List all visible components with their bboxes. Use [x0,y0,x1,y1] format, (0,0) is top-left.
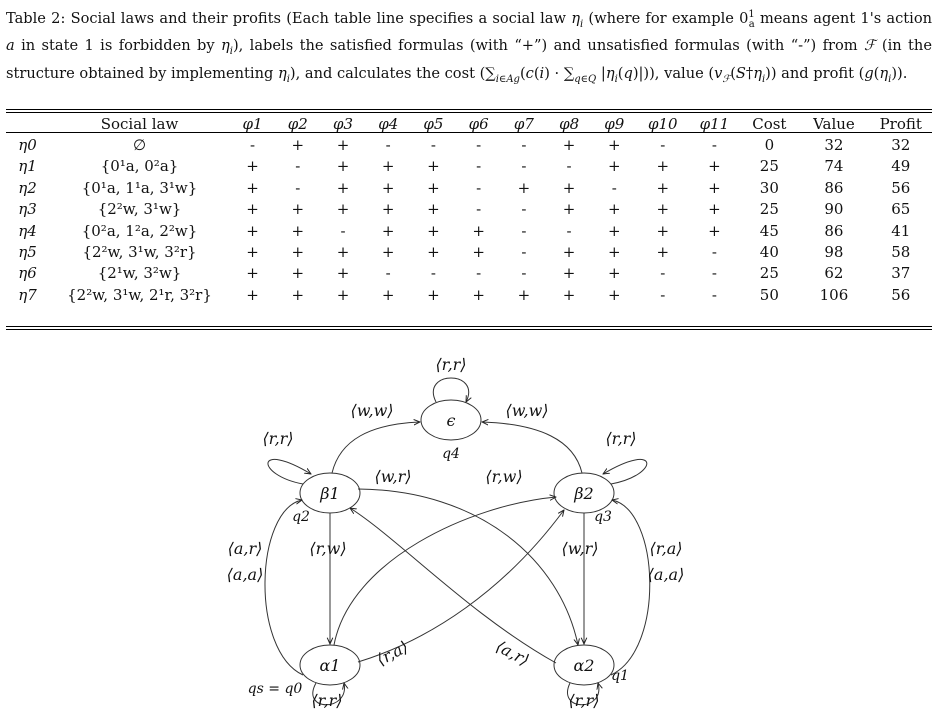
table-header-cell: Value [813,114,855,133]
row-mark: - [295,157,301,176]
row-mark: + [381,285,395,304]
edge-alpha2-beta2 [611,500,650,675]
row-value: 98 [824,243,844,262]
row-mark: - [566,157,572,176]
table-header-cell: φ5 [423,114,444,133]
edge-a1-b1-label-1: ⟨a,r⟩ [227,539,263,558]
row-mark: - [566,221,572,240]
edge-a2-b2-label-1: ⟨r,a⟩ [649,539,683,558]
row-value: 90 [824,200,844,219]
table-header-cell: φ4 [378,114,399,133]
row-mark: + [291,264,305,283]
row-id: η5 [18,243,37,262]
row-mark: + [336,157,350,176]
row-mark: + [708,200,721,219]
row-mark: - [660,136,666,155]
row-mark: + [517,178,531,197]
row-mark: + [336,136,350,155]
row-mark: + [562,264,576,283]
table-header-cell: φ2 [287,114,308,133]
table-header-cell: φ10 [647,114,678,133]
row-mark: - [521,136,527,155]
edge-b2-eps-label: ⟨w,w⟩ [505,401,549,420]
row-mark: + [472,285,485,304]
row-mark: + [336,264,350,283]
row-mark: - [521,157,527,176]
row-mark: + [517,285,531,304]
node-beta1-label: β1 [320,484,340,503]
row-mark: + [708,157,721,176]
row-cost: 30 [759,178,779,197]
table-header-cell: Cost [752,114,787,133]
row-mark: + [246,221,259,240]
row-mark: + [336,178,350,197]
row-mark: + [291,136,305,155]
row-profit: 56 [891,178,911,197]
row-mark: - [476,157,482,176]
row-mark: + [608,157,621,176]
row-mark: + [656,200,670,219]
row-mark: - [476,264,482,283]
row-id: η3 [18,200,37,219]
row-cost: 45 [759,221,779,240]
state-q1: q1 [611,668,629,684]
selfloop-epsilon [433,378,468,402]
row-mark: - [385,264,391,283]
edge-a1-b1-label-2: ⟨a,a⟩ [226,565,264,584]
row-mark: + [246,178,259,197]
edge-a2-b2-label-2: ⟨a,a⟩ [647,565,685,584]
row-mark: - [430,136,436,155]
row-social-law: {2²w, 3¹w} [97,200,182,219]
edge-beta1-alpha2 [358,489,578,645]
row-social-law: {2¹w, 3²w} [97,264,182,283]
row-mark: - [660,285,666,304]
state-q3: q3 [594,509,612,525]
row-mark: - [660,264,666,283]
row-value: 32 [824,136,844,155]
node-epsilon-label: ϵ [446,411,456,430]
row-mark: + [562,285,576,304]
row-value: 62 [824,264,844,283]
row-mark: - [385,136,391,155]
selfloop-alpha2-label: ⟨r,r⟩ [568,691,600,710]
row-value: 74 [824,157,844,176]
row-mark: + [708,221,721,240]
row-mark: - [521,200,527,219]
row-id: η1 [18,157,37,176]
row-mark: - [711,243,717,262]
edge-beta1-epsilon [332,422,420,473]
row-profit: 49 [891,157,911,176]
row-id: η4 [18,221,37,240]
edge-b1-eps-label: ⟨w,w⟩ [350,401,394,420]
row-mark: - [521,221,527,240]
row-cost: 40 [759,243,779,262]
selfloop-beta2 [603,459,647,484]
selfloop-epsilon-label: ⟨r,r⟩ [435,355,467,374]
row-mark: + [381,221,395,240]
row-profit: 41 [891,221,911,240]
row-mark: + [656,178,670,197]
edge-b1-a2-label: ⟨w,r⟩ [374,467,412,486]
row-mark: + [381,243,395,262]
row-id: η0 [18,136,37,155]
row-mark: + [381,157,395,176]
row-mark: + [381,178,395,197]
table-header-cell: φ7 [513,114,534,133]
row-cost: 25 [759,264,779,283]
row-mark: + [562,200,576,219]
row-mark: + [608,221,621,240]
node-alpha1-label: α1 [319,656,341,675]
row-id: η6 [18,264,37,283]
row-social-law: {0¹a, 0²a} [100,157,179,176]
row-value: 86 [824,178,844,197]
row-value: 86 [824,221,844,240]
row-mark: + [608,243,621,262]
row-social-law: {2²w, 3¹w, 2¹r, 3²r} [67,285,212,304]
selfloop-beta2-label: ⟨r,r⟩ [605,429,637,448]
row-mark: + [472,243,485,262]
row-mark: + [427,243,440,262]
row-mark: + [656,221,670,240]
row-value: 106 [819,285,849,304]
row-mark: + [608,200,621,219]
row-mark: + [708,178,721,197]
row-mark: - [521,264,527,283]
table-header-cell: φ8 [559,114,580,133]
edge-alpha1-beta2 [334,497,556,645]
table-header-cell: Profit [879,114,922,133]
row-mark: + [562,136,576,155]
row-mark: - [611,178,617,197]
row-id: η2 [18,178,37,197]
row-mark: + [336,285,350,304]
node-beta2-label: β2 [574,484,594,503]
row-mark: + [246,243,259,262]
row-mark: + [656,243,670,262]
edge-beta2-epsilon [482,422,582,473]
table-header-cell: φ6 [468,114,489,133]
row-social-law: {2²w, 3¹w, 3²r} [82,243,197,262]
row-id: η7 [18,285,37,304]
edge-alpha1-beta1 [265,500,303,675]
row-profit: 56 [891,285,911,304]
row-profit: 37 [891,264,911,283]
node-alpha2-label: α2 [573,656,595,675]
row-mark: + [608,285,621,304]
table-header-cell: φ9 [604,114,625,133]
row-mark: + [656,157,670,176]
edge-alpha2-beta1 [350,508,556,663]
row-mark: - [340,221,346,240]
row-mark: + [608,264,621,283]
row-mark: - [250,136,256,155]
row-mark: + [608,136,621,155]
row-mark: + [427,200,440,219]
row-mark: + [427,221,440,240]
table-header-cell: φ3 [332,114,354,133]
row-mark: + [472,221,485,240]
table-caption: Table 2: Social laws and their profits (Each table line specifies a social law $\eta_i$ (where for example $0^1_a$ means agent 1's action a in state 1 is forbidden by $\eta_i$), labels the satisfied formulas (with “+”) and unsatisfied formulas (with “-”) from ℱ (in the structure obtained by implementing $\eta_i$), and calculates the cost ($\sum_{i\in Ag}(c(i) \cdot \sum_{q\in Q}$ $|\eta_i(q)|$)), value $(v_ℱ(S\dagger\eta_i))$ and profit $(g(\eta_i))$. [6,9,933,85]
row-profit: 65 [891,200,911,219]
edge-a2-a1-label: ⟨r,a⟩ [373,637,412,670]
row-cost: 50 [759,285,779,304]
row-mark: - [430,264,436,283]
row-mark: + [336,243,350,262]
selfloop-beta1-label: ⟨r,r⟩ [262,429,294,448]
state-q4: q4 [442,446,460,462]
row-mark: + [427,178,440,197]
row-social-law: ∅ [132,136,147,155]
row-mark: + [246,200,259,219]
state-q2: q2 [292,509,310,525]
row-mark: - [295,178,301,197]
row-cost: 0 [764,136,775,155]
row-mark: + [246,264,259,283]
row-mark: + [427,285,440,304]
row-social-law: {0¹a, 1¹a, 3¹w} [81,178,198,197]
row-mark: - [711,264,717,283]
row-mark: - [521,243,527,262]
row-mark: - [711,136,717,155]
row-mark: + [427,157,440,176]
row-mark: + [381,200,395,219]
row-mark: + [291,200,305,219]
row-cost: 25 [759,200,779,219]
row-mark: + [562,178,576,197]
row-mark: - [711,285,717,304]
row-profit: 32 [891,136,911,155]
edge-alpha1-beta1-cross [358,510,564,662]
table-header-cell: φ11 [699,114,730,133]
edge-b2-b1-label: ⟨a,r⟩ [492,636,533,670]
row-mark: + [246,157,259,176]
row-mark: + [562,243,576,262]
row-mark: - [476,136,482,155]
row-mark: + [291,243,305,262]
row-mark: - [476,200,482,219]
row-profit: 58 [891,243,911,262]
row-mark: + [336,200,350,219]
row-mark: + [246,285,259,304]
selfloop-alpha1-label: ⟨r,r⟩ [311,691,343,710]
edge-b2-a2-label: ⟨w,r⟩ [561,539,599,558]
row-mark: + [291,285,305,304]
table-header-cell: Social law [100,114,179,133]
table-header-cell: φ1 [242,114,263,133]
row-mark: - [476,178,482,197]
row-cost: 25 [759,157,779,176]
row-social-law: {0²a, 1²a, 2²w} [81,221,198,240]
row-mark: + [291,221,305,240]
edge-b1-a1-label: ⟨r,w⟩ [309,539,347,558]
state-q0: qs = q0 [247,681,303,697]
selfloop-beta1 [268,459,311,484]
edge-a1-b2-label: ⟨r,w⟩ [485,467,523,486]
